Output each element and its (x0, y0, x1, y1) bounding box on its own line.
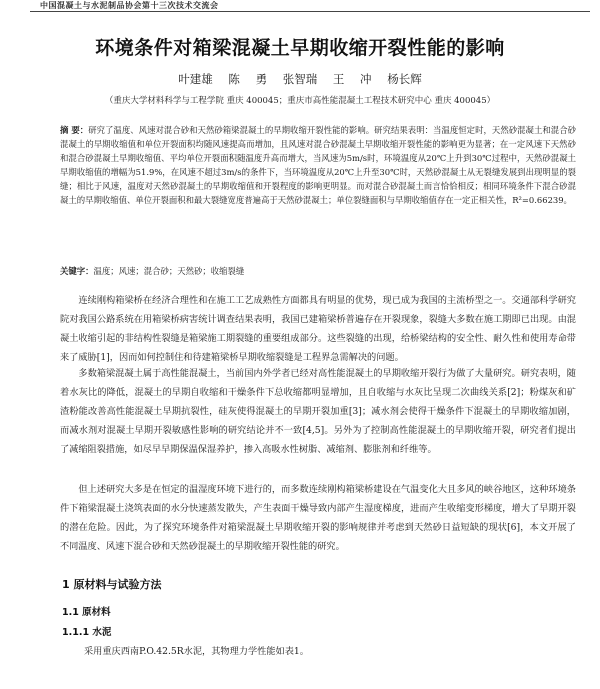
body-paragraph-1: 连续刚构箱梁桥在经济合理性和在施工工艺成熟性方面都具有明显的优势，现已成为我国的主流桥型之一。交通部科学研究院对我国公路系统在用箱梁桥病害统计调查结果表明，我国已建箱梁桥普遍存在开裂现象，裂缝大多数在施工期即已出现。由混凝土收缩引起的非结构性裂缝是箱梁施工期裂缝的重要组成部分。这些裂缝的出现，给桥梁结构的安全性、耐久性和使用寿命带来了威胁[1]，因而如何控制住和待建箱梁桥早期收缩裂缝是工程界急需解决的问题。 (60, 295, 576, 363)
body-paragraph-3: 但上述研究大多是在恒定的温湿度环境下进行的，而多数连续刚构箱梁桥建设在气温变化大且多风的峡谷地区，这种环境条件下箱梁混凝土浇筑表面的水分快速蒸发散失，产生表面干燥导致内部产生湿度梯度，进而产生收缩变形梯度，增大了早期开裂的潜在危险。因此，为了探究环境条件对箱梁混凝土早期收缩开裂的影响规律并考虑到天然砂日益短缺的现状[6]，本文开展了不同温度、风速下混合砂和天然砂混凝土的早期收缩开裂性能的研究。 (60, 484, 576, 552)
abstract (60, 123, 576, 207)
section-heading-1-1-1: 1.1.1 水泥 (62, 627, 112, 638)
paper-authors: 叶建雄 陈 勇 张智瑞 王 冲 杨长辉 (178, 72, 422, 86)
paper-affiliation: （重庆大学材料科学与工程学院 重庆 400045；重庆市高性能混凝土工程技术研究中心 重庆 400045） (104, 96, 496, 106)
body-paragraph-2: 多数箱梁混凝土属于高性能混凝土，当前国内外学者已经对高性能混凝土的早期收缩开裂行为做了大量研究。研究表明，随着水灰比的降低，混凝土的早期自收缩和干燥条件下总收缩都明显增加，且自收缩与水灰比呈现二次曲线关系[2]；粉煤灰和矿渣粉能改善高性能混凝土早期抗裂性，硅灰使得混凝土的早期开裂加重[3]；减水剂会使得干燥条件下混凝土的早期收缩加剧，而减水剂对混凝土早期开裂敏感性影响的研究结论并不一致[4,5]。另外为了控制高性能混凝土的早期收缩开裂，研究者们提出了减缩阻裂措施，如尽早早期保温保湿养护，掺入高吸水性树脂、减缩剂、膨胀剂和纤维等。 (60, 368, 576, 455)
abstract-text: 研究了温度、风速对混合砂和天然砂箱梁混凝土的早期收缩开裂性能的影响。研究结果表明：当温度恒定时，天然砂混凝土和混合砂混凝土的早期收缩值和单位开裂面积均随风速提高而增加，且风速对混合砂混凝土早期收缩开裂性能的影响更为显著；在一定风速下天然砂和混合砂混凝土早期收缩值、平均单位开裂面积随温度升高而增大，当风速为5m/s时，环境温度从20℃上升到30℃过程中，天然砂混凝土早期收缩值的增幅为51.9%，在风速不超过3m/s的条件下，当环境温度从20℃上升至30℃时，天然砂混凝土从无裂缝发展到出现明显的裂缝；相比于风速，温度对天然砂混凝土的早期收缩值和开裂程度的影响更明显。而对混合砂混凝土而言恰恰相反；相同环境条件下混合砂混凝土的早期收缩值、单位开裂面积和最大裂缝宽度普遍高于天然砂混凝土；单位裂缝面积与早期收缩值存在一定正相关性，R²=0.66239。 (60, 125, 576, 205)
abstract-label: 摘 要： (60, 125, 89, 135)
cement-description: 采用重庆西南P.O.42.5R水泥，其物理力学性能如表1。 (84, 646, 309, 657)
running-head: 中国混凝土与水泥制品协会第十三次技术交流会 (40, 0, 219, 10)
section-heading-1-1: 1.1 原材料 (62, 607, 111, 618)
keywords-label: 关键字： (60, 266, 94, 276)
header-rule (30, 11, 590, 12)
paper-title: 环境条件对箱梁混凝土早期收缩开裂性能的影响 (95, 37, 505, 59)
keywords (60, 265, 576, 277)
section-heading-1: 1 原材料与试验方法 (62, 578, 162, 591)
keywords-text: 温度；风速；混合砂；天然砂；收缩裂缝 (93, 266, 245, 276)
